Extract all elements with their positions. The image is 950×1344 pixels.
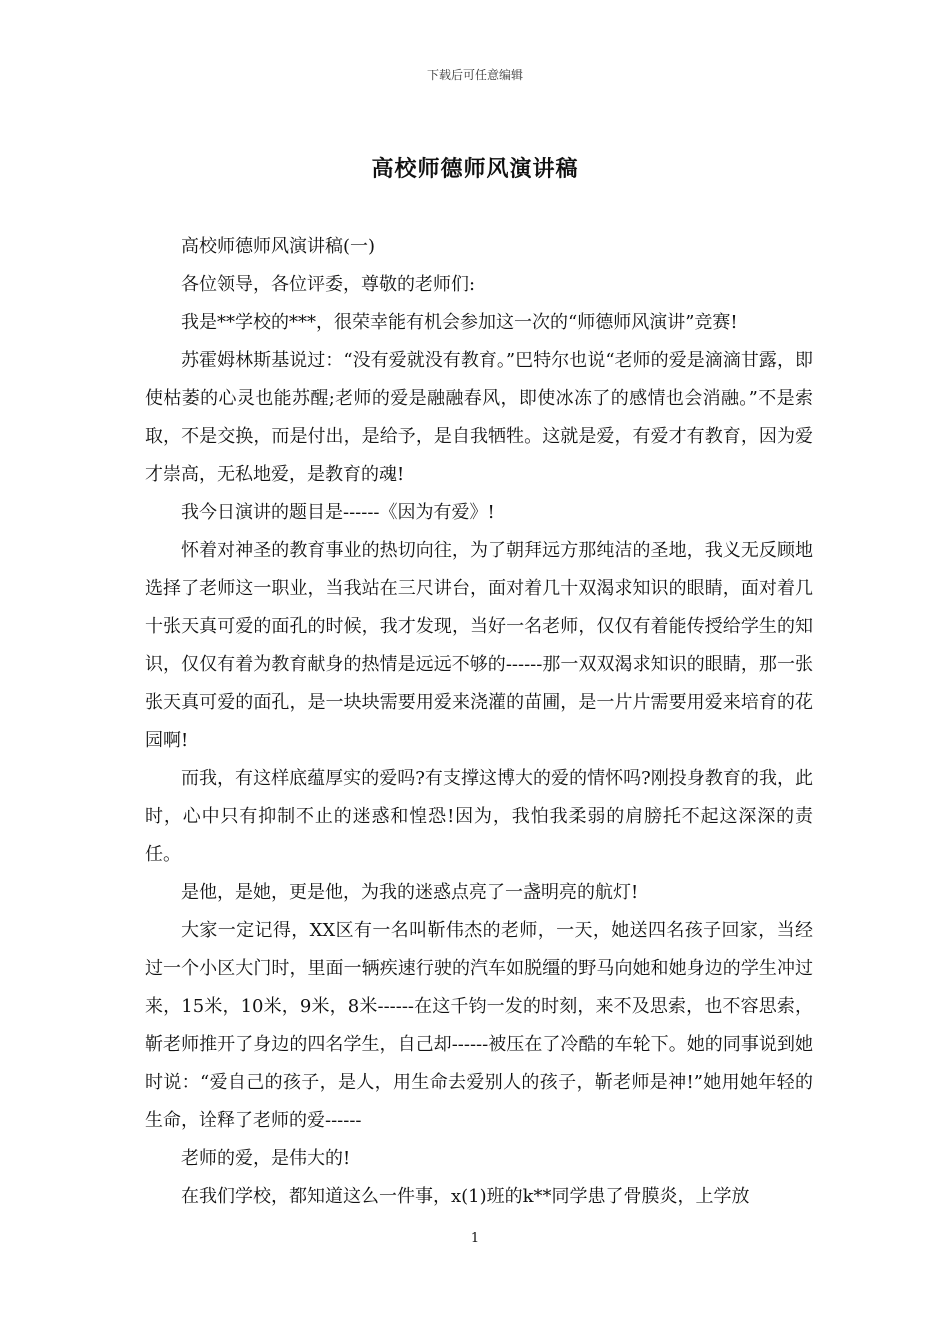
paragraph-greeting: 各位领导，各位评委，尊敬的老师们: [181,274,476,295]
header-note: 下载后可任意编辑 [426,68,523,82]
paragraph-doubt: 而我，有这样底蕴厚实的爱吗?有支撑这博大的爱的情怀吗?刚投身教育的我，此时，心中只有抑制不止的迷惑和惶恐!因为，我怕我柔弱的肩膀托不起这深深的责任。 [145,768,813,865]
page-number: 1 [470,1231,480,1246]
paragraph-quote: 苏霍姆林斯基说过：“没有爱就没有教育。”巴特尔也说“老师的爱是滴滴甘露，即使枯萎的心灵也能苏醒;老师的爱是融融春风，即使冰冻了的感情也会消融。”不是索取，不是交换，而是付出，是给予，是自我牺牲。这就是爱，有爱才有教育，因为爱才崇高，无私地爱，是教育的魂! [145,350,813,485]
paragraph-intro: 我是**学校的***，很荣幸能有机会参加这一次的“师德师风演讲”竞赛! [181,312,738,333]
paragraph-conclusion: 老师的爱，是伟大的! [181,1148,351,1169]
paragraph-subtitle: 高校师德师风演讲稿(一) [181,236,376,257]
paragraph-school-story: 在我们学校，都知道这么一件事，x(1)班的k**同学患了骨膜炎，上学放 [181,1186,750,1207]
document-body [145,228,813,1216]
paragraph-aspiration: 怀着对神圣的教育事业的热切向往，为了朝拜远方那纯洁的圣地，我义无反顾地选择了老师这一职业，当我站在三尺讲台，面对着几十双渴求知识的眼睛，面对着几十张天真可爱的面孔的时候，我才发现，当好一名老师，仅仅有着能传授给学生的知识，仅仅有着为教育献身的热情是远远不够的------那一双双渴求知识的眼睛，那一张张天真可爱的面孔，是一块块需要用爱来浇灌的苗圃，是一片片需要用爱来培育的花园啊! [145,540,813,751]
document-title: 高校师德师风演讲稿 [371,156,579,182]
paragraph-topic: 我今日演讲的题目是------《因为有爱》! [181,502,495,523]
paragraph-inspiration: 是他，是她，更是他，为我的迷惑点亮了一盏明亮的航灯! [181,882,639,903]
paragraph-story: 大家一定记得，XX区有一名叫靳伟杰的老师，一天，她送四名孩子回家，当经过一个小区大门时，里面一辆疾速行驶的汽车如脱缰的野马向她和她身边的学生冲过来，15米，10米，9米，8米------在这千钧一发的时刻，来不及思索，也不容思索，靳老师推开了身边的四名学生，自己却------被压在了冷酷的车轮下。她的同事说到她时说：“爱自己的孩子，是人，用生命去爱别人的孩子，靳老师是神!”她用她年轻的生命，诠释了老师的爱------ [145,920,813,1131]
